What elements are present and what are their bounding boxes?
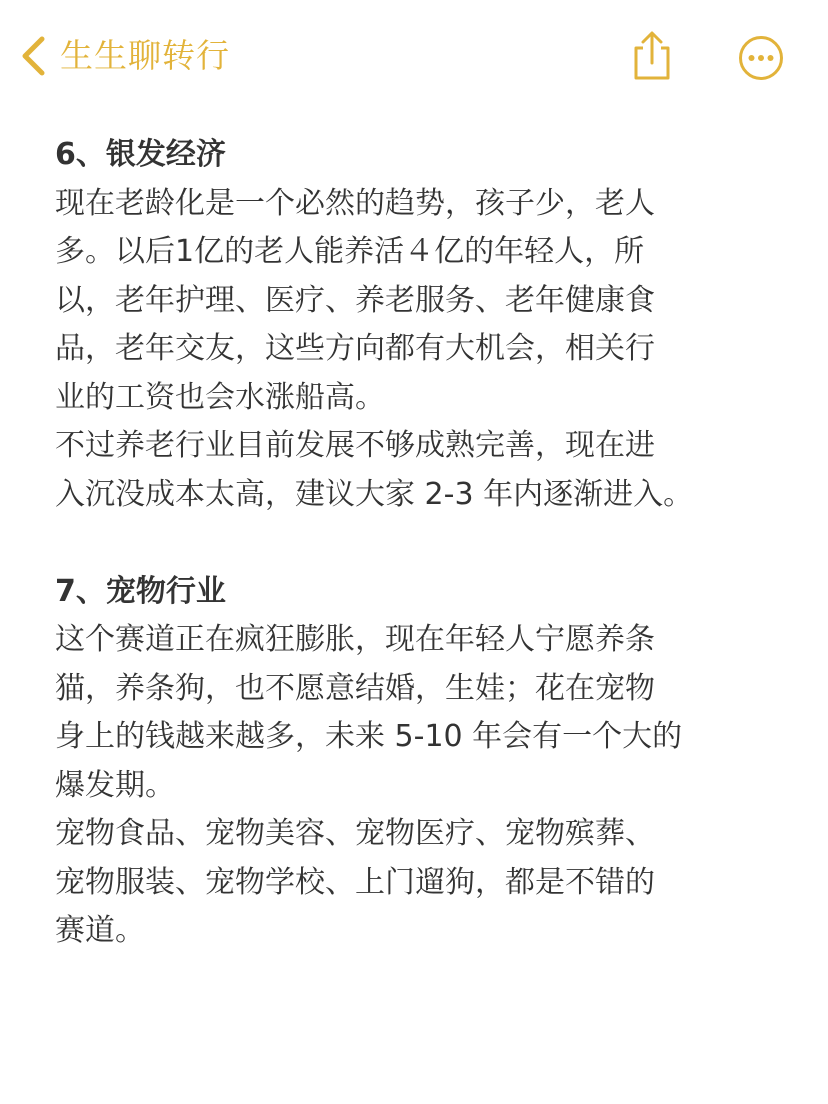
share-button[interactable]	[628, 30, 676, 82]
back-button[interactable]	[20, 30, 230, 82]
paragraph: 宠物食品、宠物美容、宠物医疗、宠物殡葬、 宠物服装、宠物学校、上门遛狗，都是不错的 赛道。	[55, 816, 655, 948]
share-icon	[628, 67, 676, 86]
navigation-bar	[0, 0, 828, 112]
section-pet-industry	[55, 568, 775, 956]
more-button[interactable]	[738, 35, 784, 81]
more-icon	[738, 66, 784, 85]
section-silver-economy	[55, 131, 775, 519]
paragraph: 不过养老行业目前发展不够成熟完善，现在进 入沉没成本太高，建议大家 2-3 年内逐渐进入。	[55, 428, 694, 512]
section-title: 6、银发经济	[55, 137, 226, 172]
paragraph: 这个赛道正在疯狂膨胀，现在年轻人宁愿养条 猫，养条狗，也不愿意结婚，生娃；花在宠物 身上的钱越来越多，未来 5-10 年会有一个大的 爆发期。	[55, 622, 683, 803]
paragraph: 现在老龄化是一个必然的趋势，孩子少，老人 多。以后1亿的老人能养活４亿的年轻人，所 以，老年护理、医疗、养老服务、老年健康食 品，老年交友，这些方向都有大机会，相关行 业的工资也会水涨船高。	[55, 185, 655, 415]
section-title: 7、宠物行业	[55, 573, 226, 609]
back-label: 生生聊转行	[60, 36, 230, 75]
chevron-left-icon	[20, 36, 46, 76]
note-content[interactable]	[55, 131, 775, 956]
